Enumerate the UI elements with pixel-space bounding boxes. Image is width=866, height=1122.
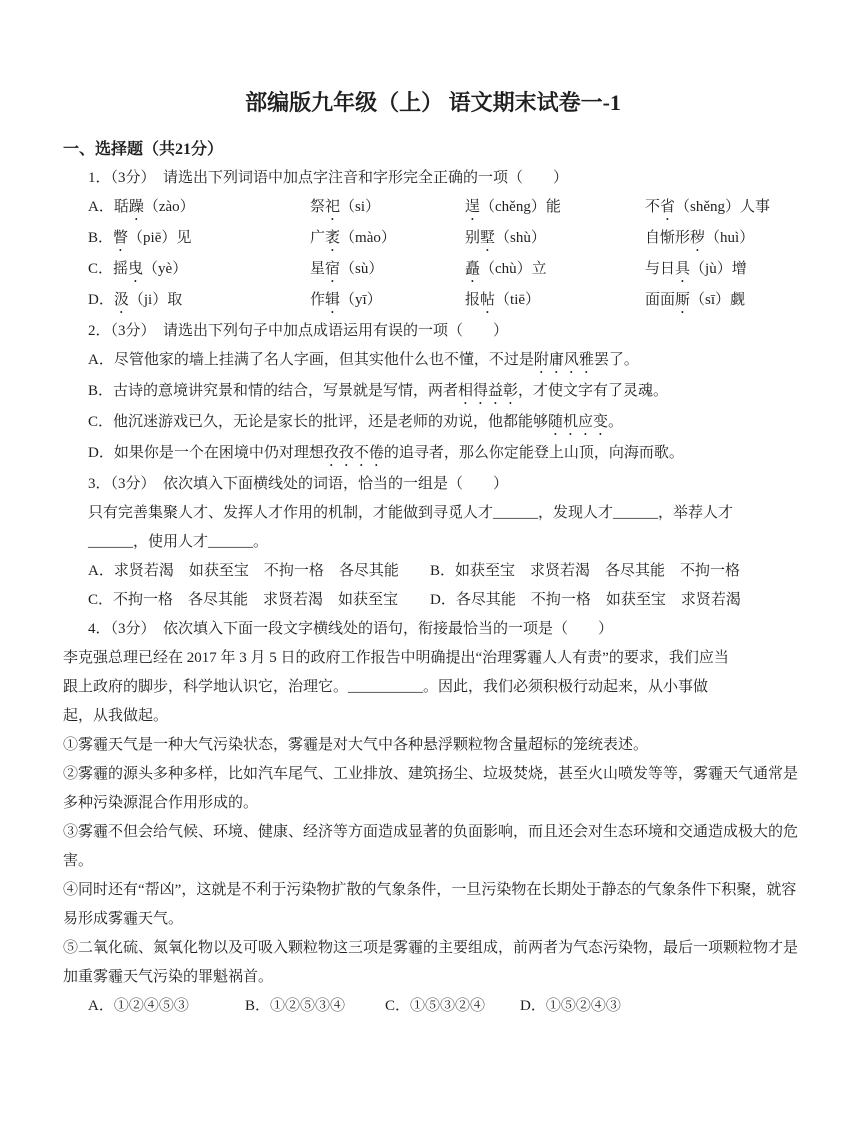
q2-option-d: D．如果你是一个在困境中仍对理想孜孜不倦的追寻者，那么你定能登上山顶，向海而歌。 bbox=[88, 445, 684, 461]
q3-option-c: C．不拘一格 各尽其能 求贤若渴 如获至宝 bbox=[88, 592, 399, 608]
page-title: 部编版九年级（上） 语文期末试卷一-1 bbox=[245, 90, 621, 115]
q3-options bbox=[88, 557, 803, 615]
q1-stem: 1．（3分） 请选出下列词语中加点字注音和字形完全正确的一项（ ） bbox=[88, 170, 569, 186]
q2-stem: 2．（3分） 请选出下列句子中加点成语运用有误的一项（ ） bbox=[88, 323, 509, 339]
q1-option-b-cell1: B．瞥（piē）见 bbox=[88, 230, 192, 246]
q4-stem: 4．（3分） 依次填入下面一段文字横线处的语句，衔接最恰当的一项是（ ） bbox=[88, 621, 614, 637]
q1-option-d-cell3: 报帖（tiē） bbox=[465, 292, 541, 308]
q4-item-4: ④同时还有“帮凶”，这就是不利于污染物扩散的气象条件，一旦污染物在长期处于静态的气象条件下积聚，就容易形成雾霾天气。 bbox=[63, 882, 797, 927]
q3-option-a: A．求贤若渴 如获至宝 不拘一格 各尽其能 bbox=[88, 563, 399, 579]
q1-option-b-cell2: 广袤（mào） bbox=[310, 230, 396, 246]
q1-option-b-cell4: 自惭形秽（huì） bbox=[645, 230, 755, 246]
q4-paragraph-line-2: 跟上政府的脚步，科学地认识它，治理它。__________。因此，我们必须积极行动起来，从小事做 bbox=[63, 679, 709, 695]
q4-item-1: ①雾霾天气是一种大气污染状态，雾霾是对大气中各种悬浮颗粒物含量超标的笼统表述。 bbox=[63, 737, 649, 753]
q1-option-d-cell2: 作辑（yī） bbox=[310, 292, 382, 308]
q4-option-a: A．①②④⑤③ bbox=[88, 998, 189, 1014]
q1-option-c-cell4: 与日具（jù）增 bbox=[645, 261, 747, 277]
q1-option-a-cell4: 不省（shěng）人事 bbox=[645, 199, 771, 215]
q3-passage-line-2: ______，使用人才______。 bbox=[88, 534, 269, 550]
q1-option-d-cell1: D．汲（ji）取 bbox=[88, 292, 183, 308]
q4-paragraph-line-1: 李克强总理已经在 2017 年 3 月 5 日的政府工作报告中明确提出“治理雾霾人人有责”的要求，我们应当 bbox=[63, 650, 729, 666]
q4-item-2: ②雾霾的源头多种多样，比如汽车尾气、工业排放、建筑扬尘、垃圾焚烧，甚至火山喷发等等，雾霾天气通常是多种污染源混合作用形成的。 bbox=[63, 766, 799, 811]
q4-option-b: B．①②⑤③④ bbox=[245, 998, 346, 1014]
q1-option-a-cell1: A．聒躁（zào） bbox=[88, 199, 195, 215]
q2-option-c: C．他沉迷游戏已久，无论是家长的批评，还是老师的劝说，他都能够随机应变。 bbox=[88, 414, 624, 430]
q4-item-5: ⑤二氧化硫、氮氧化物以及可吸入颗粒物这三项是雾霾的主要组成，前两者为气态污染物，最后一项颗粒物才是加重雾霾天气污染的罪魁祸首。 bbox=[63, 940, 799, 985]
q1-option-a-cell2: 祭祀（si） bbox=[310, 199, 381, 215]
q1-options bbox=[88, 193, 803, 317]
q1-option-c-cell2: 星宿（sù） bbox=[310, 261, 384, 277]
q1-option-a-cell3: 逞（chěng）能 bbox=[465, 199, 561, 215]
q1-option-c-cell3: 矗（chù）立 bbox=[465, 261, 547, 277]
q2-option-a: A．尽管他家的墙上挂满了名人字画，但其实他什么也不懂，不过是附庸风雅罢了。 bbox=[88, 352, 639, 368]
q3-option-d: D．各尽其能 不拘一格 如获至宝 求贤若渴 bbox=[430, 592, 741, 608]
q4-paragraph-line-3: 起，从我做起。 bbox=[63, 708, 169, 724]
q2-option-b: B．古诗的意境讲究景和情的结合，写景就是写情，两者相得益彰，才使文字有了灵魂。 bbox=[88, 383, 669, 399]
q1-option-d-cell4: 面面厮（sī）觑 bbox=[645, 292, 746, 308]
q4-option-d: D．①⑤②④③ bbox=[520, 998, 621, 1014]
q3-option-b: B．如获至宝 求贤若渴 各尽其能 不拘一格 bbox=[430, 563, 741, 579]
q4-option-c: C．①⑤③②④ bbox=[385, 998, 486, 1014]
section-heading: 一、选择题（共21分） bbox=[63, 141, 224, 158]
q3-passage-line-1: 只有完善集聚人才、发挥人才作用的机制，才能做到寻觅人才______，发现人才______，举荐人才 bbox=[88, 505, 734, 521]
q4-options bbox=[88, 992, 803, 1021]
q3-stem: 3．（3分） 依次填入下面横线处的词语，恰当的一组是（ ） bbox=[88, 476, 509, 492]
q1-option-b-cell3: 别墅（shù） bbox=[465, 230, 546, 246]
q1-option-c-cell1: C．摇曳（yè） bbox=[88, 261, 188, 277]
q4-item-3: ③雾霾不但会给气候、环境、健康、经济等方面造成显著的负面影响，而且还会对生态环境和交通造成极大的危害。 bbox=[63, 824, 799, 869]
